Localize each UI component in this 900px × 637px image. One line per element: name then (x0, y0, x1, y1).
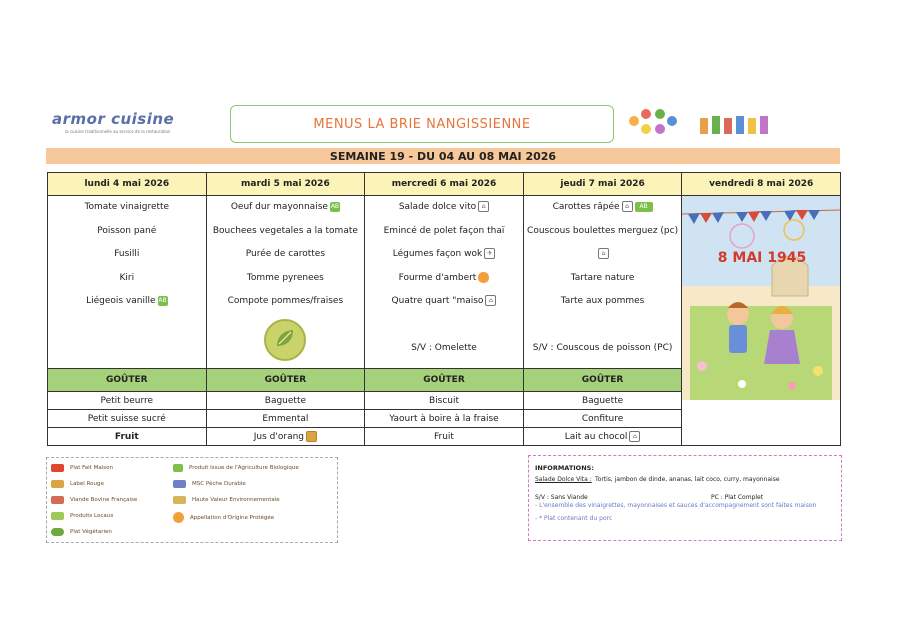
menu-item-text: S/V : Couscous de poisson (PC) (532, 343, 673, 353)
snack-item: Emmental (206, 410, 365, 428)
snack-header-wednesday: GOÛTER (365, 369, 524, 392)
menu-table (47, 172, 841, 446)
menu-item (365, 243, 523, 267)
day-header-friday: vendredi 8 mai 2026 (682, 173, 841, 196)
homemade-icon: ⌂ (485, 295, 496, 306)
snack-item: Baguette (523, 392, 682, 410)
snack-item-text: Lait au chocol (564, 432, 628, 442)
menu-item-text: Poisson pané (97, 225, 157, 236)
snack-header-monday: GOÛTER (48, 369, 207, 392)
victory-day-poster (682, 196, 840, 400)
menu-item (207, 267, 365, 291)
snack-item (206, 428, 365, 446)
info-pc: PC : Plat Complet (711, 494, 764, 501)
menu-item-text: Légumes façon wok (392, 249, 483, 259)
legend-label: Haute Valeur Environnementale (192, 497, 280, 503)
info-note-pork: - * Plat contenant du porc (535, 515, 613, 522)
menu-item-text: Emincé de polet façon thaï (383, 225, 505, 236)
aop-icon (478, 272, 489, 283)
menu-item (524, 243, 682, 267)
local-product-icon: ⌂ (629, 431, 640, 442)
poster-title: 8 MAI 1945 (718, 250, 807, 266)
info-note-sauces: - L'ensemble des vinaigrettes, mayonnaises et sauces d'accompagnement sont faites maison (535, 502, 817, 509)
menu-item-text: Fourme d'ambert (398, 272, 477, 283)
day-header-wednesday: mercredi 6 mai 2026 (365, 173, 524, 196)
snack-item: Confiture (523, 410, 682, 428)
legend-item (51, 496, 137, 504)
legend-item (173, 512, 274, 523)
local-product-icon (51, 512, 64, 520)
menu-item (365, 220, 523, 244)
menu-item-text: Quatre quart "maiso (391, 296, 484, 306)
legend-item (173, 496, 280, 504)
menu-item (365, 290, 523, 314)
day-header-thursday: jeudi 7 mai 2026 (523, 173, 682, 196)
children-row-illustration (698, 108, 774, 136)
menu-item (365, 337, 523, 361)
menu-item (524, 220, 682, 244)
homemade-icon (51, 464, 64, 472)
legend-label: Plat Végétarien (70, 529, 112, 535)
organic-icon: AB (330, 202, 340, 210)
day-header-tuesday: mardi 5 mai 2026 (206, 173, 365, 196)
snack-item (523, 428, 682, 446)
children-circle-illustration (624, 106, 684, 136)
snack-item-text: Fruit (114, 431, 139, 442)
hve-icon (173, 496, 186, 504)
menu-item-text: S/V : Omelette (411, 343, 477, 353)
snack-item: Petit beurre (48, 392, 207, 410)
legend-label: Appellation d'Origine Protégée (190, 514, 275, 521)
menu-item (524, 267, 682, 291)
info-title: INFORMATIONS: (535, 464, 594, 472)
menu-item (524, 314, 682, 338)
menu-item-text: Carottes râpée (552, 202, 620, 212)
menu-item (207, 196, 365, 220)
label-rouge-icon (306, 431, 317, 442)
homemade-icon: ⌂ (598, 248, 609, 259)
snack-item: Yaourt à boire à la fraise (365, 410, 524, 428)
menu-cell-wednesday (365, 196, 524, 369)
week-banner (46, 148, 840, 164)
menu-item-text: Compote pommes/fraises (227, 296, 344, 306)
menu-item (365, 196, 523, 220)
legend-box (46, 457, 338, 543)
menu-item-text: Tartare nature (570, 272, 635, 283)
menu-cell-monday (48, 196, 207, 369)
menu-title (230, 105, 614, 143)
friday-holiday-cell (682, 196, 841, 446)
info-sv: S/V : Sans Viande (535, 494, 588, 501)
organic-icon: AB (158, 296, 167, 304)
menu-item-text: Liégeois vanille (86, 296, 156, 306)
day-header-monday: lundi 4 mai 2026 (48, 173, 207, 196)
menu-item-text: Tarte aux pommes (560, 296, 645, 306)
snack-header-tuesday: GOÛTER (206, 369, 365, 392)
organic-icon (173, 464, 183, 472)
logo-tagline: la cuisine traditionnelle au service de la restauration (65, 129, 171, 134)
menu-item (48, 243, 206, 267)
legend-item (173, 480, 246, 488)
menu-item-text: Tomate vinaigrette (84, 202, 170, 212)
menu-item (524, 196, 682, 220)
legend-item (51, 464, 113, 472)
menu-item (524, 290, 682, 314)
info-salad-name: Salade Dolce Vita : (535, 476, 592, 483)
legend-item (173, 464, 299, 472)
legend-label: Plat Fait Maison (70, 465, 113, 471)
vegetarian-icon (51, 528, 64, 536)
legend-label: Produit Issue de l'Agriculture Biologique (189, 465, 299, 471)
menu-item (207, 290, 365, 314)
menu-cell-tuesday (206, 196, 365, 369)
french-beef-icon (51, 496, 64, 504)
legend-label: Produits Locaux (70, 513, 114, 519)
menu-item (365, 314, 523, 338)
menu-item-text: Kiri (119, 272, 135, 283)
snack-item: Baguette (206, 392, 365, 410)
snack-item-text: Jus d'orang (253, 432, 304, 442)
menu-item (48, 290, 206, 314)
legend-label: MSC Pêche Durable (192, 481, 246, 487)
menu-item-text: Oeuf dur mayonnaise (230, 202, 328, 212)
menu-item (48, 196, 206, 220)
legend-item (51, 512, 113, 520)
menu-item-text: Salade dolce vito (398, 202, 477, 212)
menu-title-text: MENUS LA BRIE NANGISSIENNE (313, 116, 531, 132)
menu-item-text: Bouchees vegetales a la tomate (212, 225, 358, 236)
legend-label: Label Rouge (70, 481, 104, 487)
snack-item: Petit suisse sucré (48, 410, 207, 428)
information-box (528, 455, 842, 541)
menu-item (524, 337, 682, 361)
snack-header-thursday: GOÛTER (523, 369, 682, 392)
msc-icon (173, 480, 186, 488)
menu-cell-thursday (523, 196, 682, 369)
menu-item-text: Fusilli (114, 249, 140, 259)
snack-item (48, 428, 207, 446)
organic-icon: AB (635, 202, 653, 212)
legend-label: Viande Bovine Française (70, 497, 138, 503)
menu-item (48, 220, 206, 244)
menu-item (48, 267, 206, 291)
menu-item (207, 243, 365, 267)
menu-item (365, 267, 523, 291)
menu-item-text: Tomme pyrenees (246, 272, 324, 283)
menu-item-text: Purée de carottes (245, 249, 326, 259)
week-text: SEMAINE 19 - DU 04 AU 08 MAI 2026 (329, 149, 557, 163)
logo-name: armor cuisine (52, 110, 175, 128)
aop-icon (173, 512, 184, 523)
snack-item: Fruit (365, 428, 524, 446)
info-salad-desc: Tortis, jambon de dinde, ananas, lait coco, curry, mayonnaise (595, 476, 780, 483)
menu-item (207, 220, 365, 244)
homemade-icon: ⌂ (478, 201, 489, 212)
vegetarian-badge-icon (263, 318, 307, 362)
label-rouge-icon (51, 480, 64, 488)
menu-item-text: Couscous boulettes merguez (pc) (527, 225, 679, 236)
legend-item (51, 480, 104, 488)
snack-item: Biscuit (365, 392, 524, 410)
legend-item (51, 528, 112, 536)
homemade-icon: ⌂ (622, 201, 633, 212)
local-product-icon: ✈ (484, 248, 495, 259)
